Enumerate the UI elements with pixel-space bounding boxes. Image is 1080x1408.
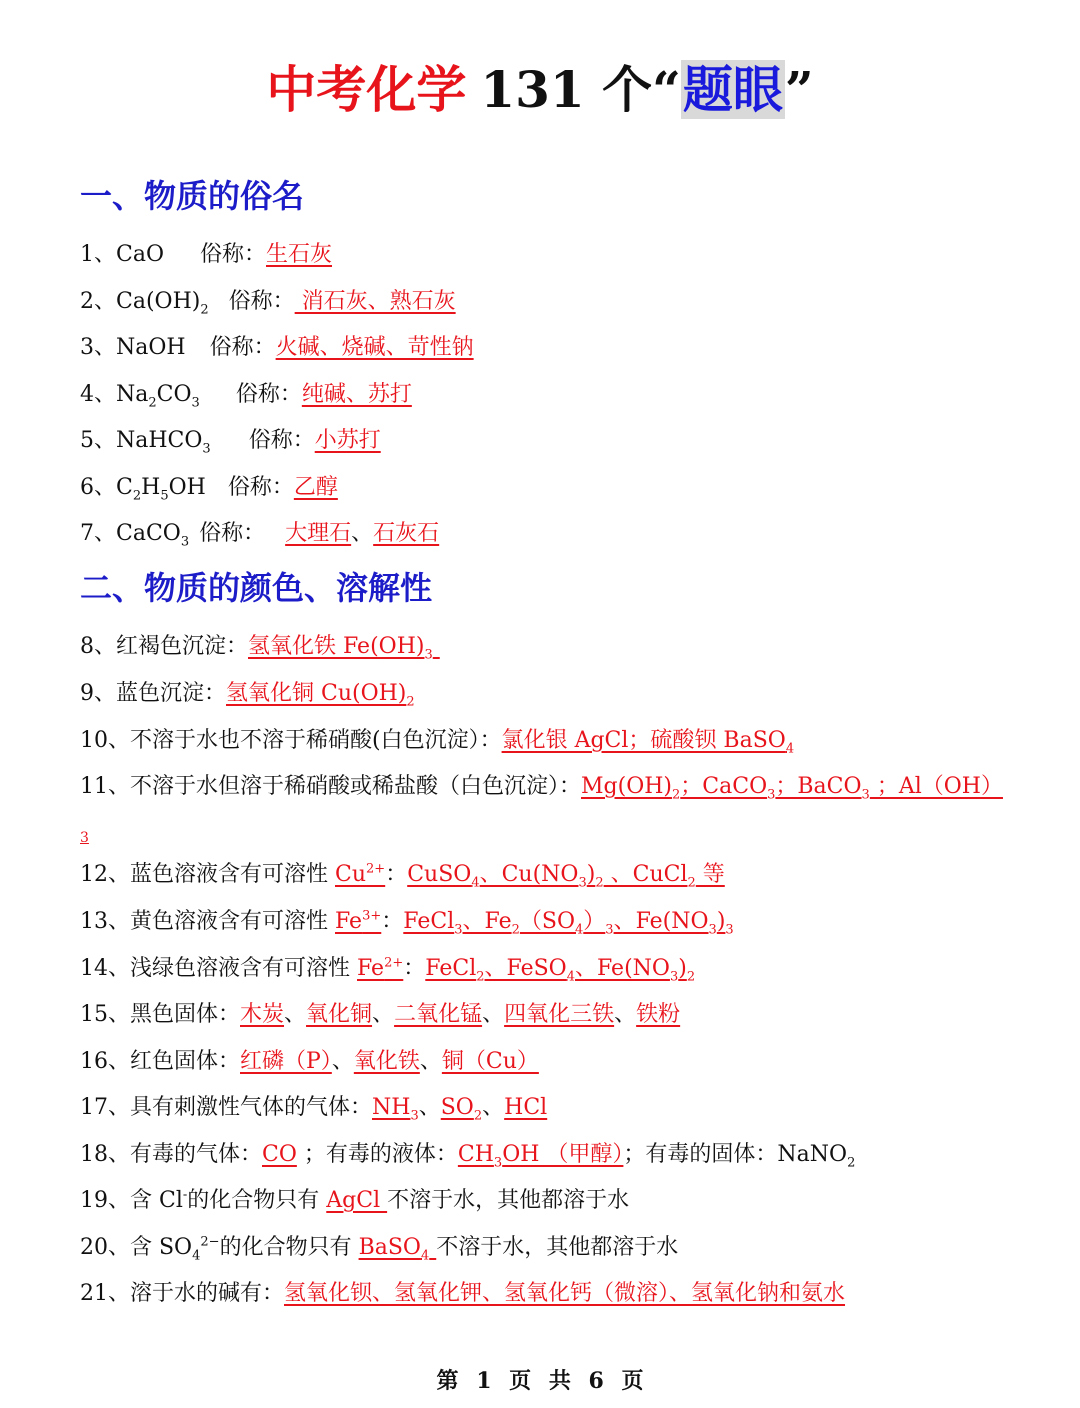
title-part-4: ” <box>784 60 814 119</box>
row-11 <box>80 772 1003 802</box>
section-heading-1: 一、物质的俗名 <box>80 177 305 215</box>
row-16-answer-3: 铜（Cu） <box>441 1049 539 1074</box>
row-19-text-3: 不溶于水，其他都溶于水 <box>387 1188 630 1213</box>
row-12-answer-e: 等 <box>695 862 725 887</box>
row-5-formula: 5、NaHCO <box>80 428 203 453</box>
row-14-sub-c: 3 <box>669 969 679 985</box>
row-17-text: 17、具有刺激性气体的气体： <box>80 1095 372 1120</box>
row-20-answer: BaSO <box>358 1235 421 1260</box>
row-13-answer-f: ) <box>716 909 726 934</box>
row-13-answer-b: 、Fe <box>462 909 512 934</box>
row-17-sub-1: 3 <box>410 1108 419 1124</box>
row-20 <box>80 1233 678 1263</box>
row-13 <box>80 907 734 937</box>
row-4-formula-a: 4、Na <box>80 382 149 407</box>
row-14-sub-d: 2 <box>686 969 696 985</box>
row-1-key: 俗称： <box>199 242 266 267</box>
row-11-answer-a: Mg(OH) <box>581 774 672 799</box>
row-2-formula: 2、Ca(OH) <box>80 289 201 314</box>
row-6-sub-a: 2 <box>132 488 142 504</box>
row-8-answer: 氢氧化铁 Fe(OH) <box>248 634 425 659</box>
row-2-answer: 消石灰、熟石灰 <box>294 289 456 314</box>
row-19-text-1: 19、含 Cl <box>80 1188 183 1213</box>
title-part-2: 131 个“ <box>480 60 681 119</box>
row-11-answer-c: ；BaCO <box>775 774 862 799</box>
page-footer: 第 1 页 共 6 页 <box>436 1368 644 1394</box>
row-7-key: 俗称： <box>199 521 266 546</box>
row-6 <box>80 473 338 503</box>
row-5-sub: 3 <box>202 441 211 457</box>
row-14-answer-c: 、Fe(NO <box>575 956 670 981</box>
row-13-answer-c: （SO <box>519 909 575 934</box>
row-11-continuation: 3 <box>80 830 89 846</box>
row-10-answer: 氯化银 AgCl；硫酸钡 BaSO <box>501 728 786 753</box>
row-12-answer-b: 、Cu(NO <box>479 862 579 887</box>
row-17-sep-2: 、 <box>482 1095 505 1120</box>
row-18-sub-3: 2 <box>847 1155 856 1171</box>
row-13-text: 13、黄色溶液含有可溶性 <box>80 909 335 934</box>
row-10-sub: 4 <box>785 741 795 757</box>
row-7-sub: 3 <box>180 534 190 550</box>
row-8 <box>80 632 440 662</box>
row-6-answer: 乙醇 <box>293 475 338 500</box>
row-9-sub: 2 <box>406 694 415 710</box>
row-21-text: 21、溶于水的碱有： <box>80 1281 284 1306</box>
row-20-text-3: 不溶于水，其他都溶于水 <box>436 1235 679 1260</box>
row-14-colon: ： <box>403 956 426 981</box>
row-13-answer-d: ） <box>583 909 606 934</box>
row-13-sub-c: 4 <box>575 922 584 938</box>
row-6-formula-a: 6、C <box>80 475 133 500</box>
row-18-sub-2: 3 <box>493 1155 503 1171</box>
row-13-answer-e: 、Fe(NO <box>613 909 709 934</box>
row-2-key: 俗称： <box>228 289 295 314</box>
row-12-answer-d: 、CuCl <box>603 862 688 887</box>
title-part-1: 中考化学 <box>266 60 467 119</box>
row-20-sup: 2− <box>200 1234 220 1250</box>
row-13-sub-d: 3 <box>605 922 614 938</box>
row-9-answer: 氢氧化铜 Cu(OH) <box>226 681 407 706</box>
row-10 <box>80 726 794 756</box>
row-12 <box>80 860 725 890</box>
row-8-text: 8、红褐色沉淀： <box>80 634 248 659</box>
row-11-sub-c: 3 <box>861 787 870 803</box>
row-18-text: 18、有毒的气体： <box>80 1142 262 1167</box>
row-3-formula: 3、NaOH <box>80 335 186 360</box>
row-17 <box>80 1093 547 1123</box>
row-4-answer: 纯碱、苏打 <box>301 382 412 407</box>
row-18-answer-2: CH <box>457 1142 494 1167</box>
row-9 <box>80 679 415 709</box>
row-7-answer-2: 石灰石 <box>373 521 440 546</box>
row-20-text-1: 20、含 SO <box>80 1235 193 1260</box>
row-14-answer-d: ) <box>678 956 687 981</box>
row-15-sep-2: 、 <box>372 1002 395 1027</box>
row-2 <box>80 287 456 317</box>
row-1-formula: 1、CaO <box>80 242 164 267</box>
row-16-text: 16、红色固体： <box>80 1049 240 1074</box>
row-15-sep-4: 、 <box>614 1002 637 1027</box>
row-5-key: 俗称： <box>248 428 315 453</box>
row-14-sub-b: 4 <box>566 969 575 985</box>
row-16-sep-2: 、 <box>419 1049 442 1074</box>
row-15-answer-2: 氧化铜 <box>306 1002 373 1027</box>
row-12-sub-d: 2 <box>687 875 696 891</box>
row-3-answer: 火碱、烧碱、苛性钠 <box>275 335 474 360</box>
row-7-formula: 7、CaCO <box>80 521 181 546</box>
row-12-colon: ： <box>385 862 408 887</box>
row-16 <box>80 1047 539 1077</box>
row-13-ion: Fe <box>335 909 363 934</box>
row-15-text: 15、黑色固体： <box>80 1002 240 1027</box>
row-17-answer-3: HCl <box>504 1095 548 1120</box>
row-17-sep-1: 、 <box>418 1095 441 1120</box>
row-12-sub-b: 3 <box>578 875 587 891</box>
row-7-sep: 、 <box>351 521 374 546</box>
row-19-sup: - <box>182 1187 188 1203</box>
row-20-sub: 4 <box>192 1248 201 1264</box>
row-7-answer-1: 大理石 <box>285 521 352 546</box>
row-6-sub-b: 5 <box>160 488 169 504</box>
row-17-answer-1: NH <box>372 1095 411 1120</box>
row-15-sep-3: 、 <box>482 1002 505 1027</box>
row-11-answer-b: ；CaCO <box>680 774 768 799</box>
row-21 <box>80 1279 845 1309</box>
title-highlight: 题眼 <box>682 60 783 119</box>
row-5 <box>80 426 381 456</box>
row-16-sep-1: 、 <box>331 1049 354 1074</box>
row-12-sub-c: 2 <box>595 875 604 891</box>
row-6-formula-c: OH <box>168 475 206 500</box>
row-18-mid-2: ；有毒的固体：NaNO <box>623 1142 848 1167</box>
row-1 <box>80 240 332 270</box>
row-4-sub-b: 3 <box>191 395 200 411</box>
row-12-answer-c: ) <box>586 862 596 887</box>
row-13-sub-a: 3 <box>454 922 463 938</box>
row-13-sub-e: 3 <box>708 922 717 938</box>
row-15-answer-1: 木炭 <box>240 1002 285 1027</box>
row-13-sub-b: 2 <box>511 922 520 938</box>
row-20-text-2: 的化合物只有 <box>219 1235 359 1260</box>
row-12-text: 12、蓝色溶液含有可溶性 <box>80 862 335 887</box>
row-14-text: 14、浅绿色溶液含有可溶性 <box>80 956 357 981</box>
row-4-formula-b: CO <box>156 382 192 407</box>
row-19 <box>80 1186 629 1216</box>
row-14-ion-charge: 2+ <box>384 955 404 971</box>
row-18-mid-1: ；有毒的液体： <box>296 1142 458 1167</box>
row-14 <box>80 954 695 984</box>
row-6-key: 俗称： <box>227 475 294 500</box>
row-6-formula-b: H <box>141 475 161 500</box>
row-7 <box>80 519 439 549</box>
row-17-sub-2: 2 <box>473 1108 483 1124</box>
row-11-text: 11、不溶于水但溶于稀硝酸或稀盐酸（白色沉淀）： <box>80 774 581 799</box>
row-12-answer-a: CuSO <box>407 862 472 887</box>
page-title <box>0 58 1080 122</box>
row-13-answer-a: FeCl <box>403 909 455 934</box>
row-15-answer-4: 四氧化三铁 <box>504 1002 615 1027</box>
row-10-text: 10、不溶于水也不溶于稀硝酸(白色沉淀）： <box>80 728 502 753</box>
row-11-answer-d: ；Al（OH） <box>869 774 1003 799</box>
row-4 <box>80 380 412 410</box>
row-3 <box>80 333 474 363</box>
row-19-answer: AgCl <box>326 1188 388 1213</box>
row-16-answer-1: 红磷（P） <box>240 1049 332 1074</box>
row-14-ion: Fe <box>357 956 385 981</box>
row-8-sub: 3 <box>424 647 433 663</box>
row-15-sep-1: 、 <box>284 1002 307 1027</box>
row-16-answer-2: 氧化铁 <box>353 1049 420 1074</box>
row-15-answer-5: 铁粉 <box>636 1002 681 1027</box>
row-15-answer-3: 二氧化锰 <box>394 1002 483 1027</box>
row-15 <box>80 1000 680 1030</box>
row-18-answer-2b: OH （甲醇） <box>502 1142 624 1167</box>
row-3-key: 俗称： <box>209 335 276 360</box>
row-12-sub-a: 4 <box>471 875 480 891</box>
row-11-sub-b: 3 <box>767 787 776 803</box>
row-14-answer-b: 、FeSO <box>484 956 567 981</box>
row-12-ion: Cu <box>335 862 367 887</box>
row-13-colon: ： <box>381 909 404 934</box>
row-1-answer: 生石灰 <box>266 242 333 267</box>
row-18 <box>80 1140 855 1170</box>
row-14-sub-a: 2 <box>476 969 485 985</box>
row-19-text-2: 的化合物只有 <box>187 1188 327 1213</box>
section-heading-2: 二、物质的颜色、溶解性 <box>80 569 433 607</box>
row-2-sub: 2 <box>200 302 209 318</box>
row-14-answer-a: FeCl <box>425 956 477 981</box>
row-20-answer-sub: 4 <box>420 1248 430 1264</box>
row-18-answer-1: CO <box>262 1142 297 1167</box>
row-21-answer: 氢氧化钡、氢氧化钾、氢氧化钙（微溶）、氢氧化钠和氨水 <box>284 1281 846 1306</box>
row-17-answer-2: SO <box>440 1095 474 1120</box>
row-12-ion-charge: 2+ <box>366 861 386 877</box>
row-13-sub-f: 3 <box>725 922 734 938</box>
row-9-text: 9、蓝色沉淀： <box>80 681 226 706</box>
row-5-answer: 小苏打 <box>314 428 381 453</box>
row-11-sub-a: 2 <box>672 787 681 803</box>
row-4-sub-a: 2 <box>148 395 157 411</box>
row-13-ion-charge: 3+ <box>362 908 382 924</box>
row-4-key: 俗称： <box>235 382 302 407</box>
